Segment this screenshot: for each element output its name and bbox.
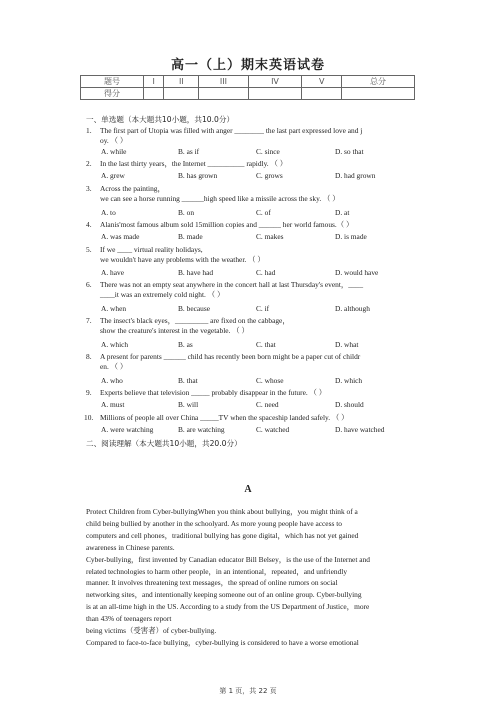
score-cell xyxy=(248,88,302,100)
question-text-line: If we ____ virtual reality holidays, xyxy=(100,245,203,254)
question-number: 3. xyxy=(86,184,92,193)
score-cell: I xyxy=(144,76,164,88)
question-1 xyxy=(86,126,426,146)
option-b[interactable]: B. that xyxy=(178,376,198,385)
question-number: 8. xyxy=(86,352,92,361)
option-c[interactable]: C. grows xyxy=(256,171,283,180)
option-c[interactable]: C. whose xyxy=(256,376,284,385)
question-number: 2. xyxy=(86,159,92,168)
question-6 xyxy=(86,280,426,300)
question-text-line: en. （ ） xyxy=(100,362,128,371)
option-d[interactable]: D. so that xyxy=(335,147,364,156)
option-c[interactable]: C. if xyxy=(256,304,270,313)
option-a[interactable]: A. to xyxy=(101,208,116,217)
passage-line: child being bullied by another in the schoolyard. As more young people have access to xyxy=(86,518,342,528)
question-text-line: oy. （ ） xyxy=(100,136,128,145)
score-cell: II xyxy=(164,76,199,88)
passage-line: Compared to face-to-face bullying，cyber-bullying is considered to have a worse emotional xyxy=(86,637,359,647)
passage-line: Protect Children from Cyber-bullyingWhen you think about bullying，you might think of a xyxy=(86,507,358,516)
option-a[interactable]: A. grew xyxy=(101,171,125,180)
option-c[interactable]: C. watched xyxy=(256,425,290,434)
passage-text xyxy=(86,506,416,649)
question-text-line: The insect's black eyes，_________ are fixed on the cabbage， xyxy=(100,316,290,325)
score-cell: IV xyxy=(248,76,302,88)
option-d[interactable]: D. at xyxy=(335,208,350,217)
question-number: 6. xyxy=(86,280,92,289)
passage-line: computers and cell phones，traditional bullying has gone digital，which has not yet gained xyxy=(86,530,359,540)
score-cell xyxy=(342,88,415,100)
option-c[interactable]: C. had xyxy=(256,268,276,277)
question-text-line: There was not an empty seat anywhere in the concert hall at last Thursday's event，____ xyxy=(100,280,364,289)
option-c[interactable]: C. need xyxy=(256,400,279,409)
option-d[interactable]: D. although xyxy=(335,304,370,313)
section-heading-single-choice: 一、单选题（本大题共10小题，共10.0分） xyxy=(86,115,235,124)
passage-line: related technologies to harm other people，in an intentional，repeated，and unfriendly xyxy=(86,566,348,576)
score-cell xyxy=(164,88,199,100)
question-number: 10. xyxy=(84,413,94,422)
score-table xyxy=(80,75,415,100)
score-cell: 总分 xyxy=(342,76,415,88)
passage-line: manner. It involves threatening text messages，the spread of online rumors on social xyxy=(86,578,338,588)
passage-line: than 43% of teenagers report xyxy=(86,614,172,624)
option-b[interactable]: B. as xyxy=(178,340,193,349)
question-text-line: A present for parents ______ child has recently been born might be a paper cut of childr xyxy=(100,352,361,361)
option-a[interactable]: A. was made xyxy=(101,232,140,241)
option-c[interactable]: C. since xyxy=(256,147,280,156)
option-d[interactable]: D. have watched xyxy=(335,425,385,434)
question-3 xyxy=(86,184,426,204)
question-text-line: The first part of Utopia was filled with anger ________ the last part expressed love and j xyxy=(100,126,363,135)
option-b[interactable]: B. will xyxy=(178,400,199,409)
option-d[interactable]: D. what xyxy=(335,340,359,349)
section-heading-reading: 二、阅读理解（本大题共10小题，共20.0分） xyxy=(86,439,242,448)
score-table-header-row xyxy=(81,76,415,88)
question-number: 1. xyxy=(86,126,92,135)
passage-line: is at an all-time high in the US. According to a study from the US Department of Justice，more xyxy=(86,602,370,612)
question-10 xyxy=(86,413,426,423)
option-b[interactable]: B. on xyxy=(178,208,195,217)
option-a[interactable]: A. while xyxy=(101,147,127,156)
question-number: 5. xyxy=(86,245,92,254)
page-footer: 第 1 页，共 22 页 xyxy=(219,687,277,695)
passage-line: Cyber-bullying，first invented by Canadian educator Bill Belsey，is the use of the Internet and xyxy=(86,554,370,564)
option-b[interactable]: B. has grown xyxy=(178,171,218,180)
score-cell xyxy=(199,88,248,100)
exam-title: 高一（上）期末英语试卷 xyxy=(170,58,325,73)
score-table-value-row xyxy=(81,88,415,100)
option-d[interactable]: D. is made xyxy=(335,232,367,241)
option-d[interactable]: D. had grown xyxy=(335,171,376,180)
passage-line: networking sites，and intentionally keeping someone out of an online group. Cyber-bullying xyxy=(86,590,362,600)
question-text-line: we can see a horse running ______high speed like a missile across the sky. （ ） xyxy=(100,194,340,203)
score-cell: V xyxy=(302,76,342,88)
passage-line: awareness in Chinese parents. xyxy=(86,542,175,552)
question-text-line: ____it was an extremely cold night. （ ） xyxy=(100,290,225,299)
passage-title: A xyxy=(244,484,252,495)
question-number: 4. xyxy=(86,220,92,229)
score-cell: 得分 xyxy=(81,88,144,100)
question-9 xyxy=(86,388,426,398)
score-cell: 题号 xyxy=(81,76,144,88)
question-4 xyxy=(86,220,426,230)
option-c[interactable]: C. of xyxy=(256,208,271,217)
question-2 xyxy=(86,159,426,169)
question-text-line: In the last thirty years，the Internet __________ rapidly. （ ） xyxy=(100,159,288,168)
question-5 xyxy=(86,245,426,265)
question-text-line: Millions of people all over China _____TV when the spaceship landed safely. （ ） xyxy=(100,413,349,422)
option-b[interactable]: B. as if xyxy=(178,147,200,156)
option-b[interactable]: B. are watching xyxy=(178,425,225,434)
option-a[interactable]: A. have xyxy=(101,268,124,277)
score-cell xyxy=(144,88,164,100)
option-b[interactable]: B. have had xyxy=(178,268,214,277)
question-8 xyxy=(86,352,426,372)
passage-line: being victims（受害者）of cyber-bullying. xyxy=(86,626,217,636)
option-a[interactable]: A. were watching xyxy=(101,425,154,434)
option-a[interactable]: A. must xyxy=(101,400,125,409)
score-cell: III xyxy=(199,76,248,88)
question-text-line: Experts believe that television _____ probably disappear in the future. （ ） xyxy=(100,388,327,397)
option-b[interactable]: B. made xyxy=(178,232,203,241)
option-b[interactable]: B. because xyxy=(178,304,211,313)
score-cell xyxy=(302,88,342,100)
option-a[interactable]: A. which xyxy=(101,340,129,349)
question-number: 7. xyxy=(86,316,92,325)
question-text-line: we wouldn't have any problems with the weather. （ ） xyxy=(100,255,265,264)
option-c[interactable]: C. makes xyxy=(256,232,284,241)
option-a[interactable]: A. when xyxy=(101,304,127,313)
question-7 xyxy=(86,316,426,336)
option-c[interactable]: C. that xyxy=(256,340,276,349)
question-text-line: show the creature's interest in the vegetable. （ ） xyxy=(100,326,249,335)
question-text-line: Across the painting， xyxy=(100,184,165,193)
question-number: 9. xyxy=(86,388,92,397)
option-d[interactable]: D. would have xyxy=(335,268,379,277)
option-a[interactable]: A. who xyxy=(101,376,123,385)
question-text-line: Alanis'most famous album sold 15million copies and ______ her world famous.（ ） xyxy=(100,220,354,229)
option-d[interactable]: D. should xyxy=(335,400,364,409)
option-d[interactable]: D. which xyxy=(335,376,363,385)
